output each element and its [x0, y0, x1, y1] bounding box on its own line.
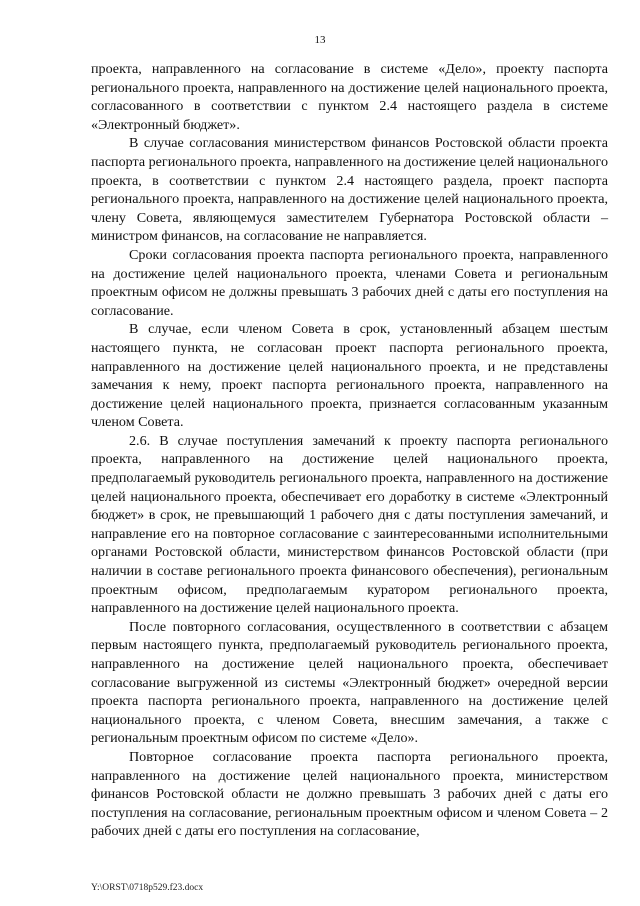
paragraph-minfin-agreement: В случае согласования министерством финансов Ростовской области проекта паспорта регионального проекта, направленного на достижение целей национального проекта, в соответствии с пунктом 2.4 настоящего раздела, проект паспорта регионального проекта, направленного на достижение целей национального проекта, члену Совета, являющемуся заместителем Губернатора Ростовской области – министром финансов, на согласование не направляется.	[91, 135, 609, 245]
document-body	[91, 60, 608, 841]
paragraph-continuation: проекта, направленного на согласование в системе «Дело», проекту паспорта регионального проекта, направленного на достижение целей национального проекта, согласованного в соответствии с пунктом 2.4 настоящего раздела в системе «Электронный бюджет».	[91, 61, 608, 133]
paragraph-repeat-deadlines: Повторное согласование проекта паспорта регионального проекта, направленного на достижение целей национального проекта, министерством финансов Ростовской области не должно превышать 3 рабочих дней с даты его поступления на согласование, региональным проектным офисом и членом Совета – 2 рабочих дней с даты его поступления на согласование,	[91, 748, 608, 840]
paragraph-clause-2-6: 2.6. В случае поступления замечаний к проекту паспорта регионального проекта, направленного на достижение целей национального проекта, предполагаемый руководитель регионального проекта, направленного на достижение целей национального проекта, обеспечивает его доработку в системе «Электронный бюджет» в срок, не превышающий 1 рабочего дня с даты поступления замечаний, и направление его на повторное согласование с заинтересованными исполнительными органами Ростовской области, министерством финансов Ростовской области (при наличии в составе регионального проекта финансового обеспечения), региональным проектным офисом, предполагаемым куратором регионального проекта, направленного на достижение целей национального проекта.	[91, 432, 608, 617]
paragraph-repeat-agreement: После повторного согласования, осуществленного в соответствии с абзацем первым настоящего пункта, предполагаемый руководитель регионального проекта, направленного на достижение целей национального проекта, обеспечивает согласование выгруженной из системы «Электронный бюджет» очередной версии проекта паспорта регионального проекта, направленного на достижение целей национального проекта, с членом Совета, внесшим замечания, а также с региональным проектным офисом по системе «Дело».	[91, 618, 608, 747]
footer-file-path: Y:\ORST\0718p529.f23.docx	[91, 883, 204, 893]
paragraph-agreement-deadlines: Сроки согласования проекта паспорта регионального проекта, направленного на достижение целей национального проекта, членами Совета и региональным проектным офисом не должны превышать 3 рабочих дней с даты его поступления на согласование.	[91, 246, 608, 319]
page-number: 13	[314, 34, 326, 46]
paragraph-implied-agreement: В случае, если членом Совета в срок, установленный абзацем шестым настоящего пункта, не согласован проект паспорта регионального проекта, направленного на достижение целей национального проекта, и не представлены замечания к нему, проект паспорта регионального проекта, направленного на достижение целей национального проекта, признается согласованным указанным членом Совета.	[91, 321, 608, 431]
